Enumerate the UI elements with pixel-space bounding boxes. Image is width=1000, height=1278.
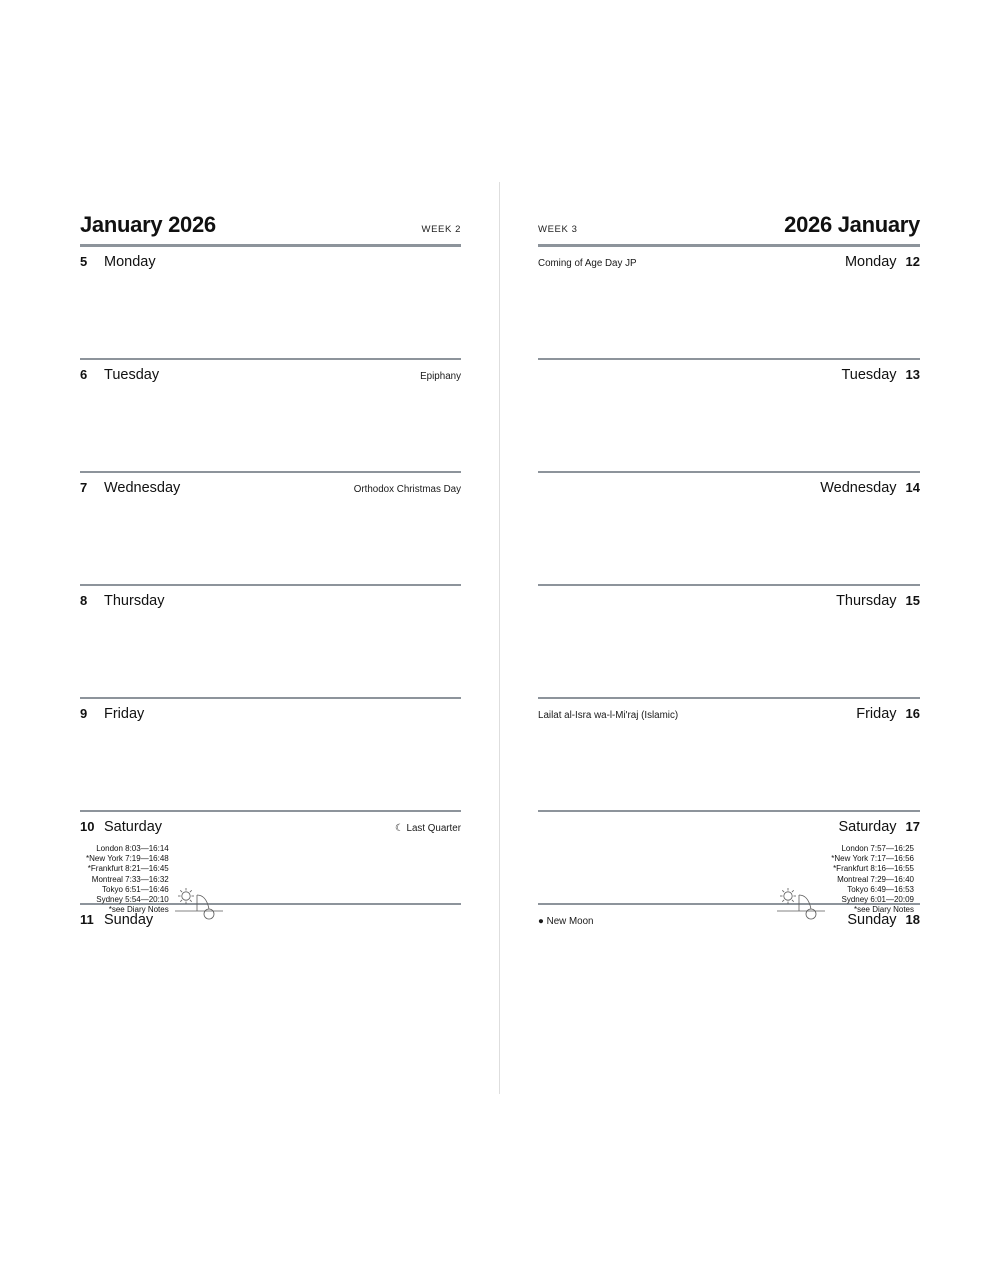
- day-writing-area[interactable]: [538, 276, 920, 358]
- day-writing-area[interactable]: [538, 615, 920, 697]
- day-entry[interactable]: [80, 360, 461, 473]
- day-number: 9: [80, 706, 88, 721]
- right-page: [500, 182, 950, 1094]
- day-entry[interactable]: [538, 699, 920, 812]
- left-page-header: [80, 212, 461, 242]
- day-note: Epiphany: [420, 371, 461, 382]
- day-entry[interactable]: [80, 247, 461, 360]
- day-entry[interactable]: [80, 586, 461, 699]
- week-number-label: WEEK 2: [421, 224, 461, 235]
- day-number: 10: [80, 819, 95, 834]
- day-writing-area[interactable]: [80, 389, 461, 471]
- moon-phase-note: ☾ Last Quarter: [395, 823, 461, 834]
- day-note: Orthodox Christmas Day: [353, 484, 461, 495]
- day-number: 8: [80, 593, 88, 608]
- day-name: Friday: [104, 706, 145, 722]
- day-number: 12: [905, 254, 920, 269]
- day-note: Coming of Age Day JP: [538, 258, 637, 269]
- sunrise-sunset-block: [80, 841, 461, 915]
- day-entry[interactable]: [538, 473, 920, 586]
- day-writing-area[interactable]: [538, 934, 920, 1016]
- day-number: 13: [905, 367, 920, 382]
- suntime-line: Sydney 6:01—20:09: [841, 895, 914, 905]
- day-writing-area[interactable]: [80, 728, 461, 810]
- day-name: Wednesday: [104, 480, 181, 496]
- day-name: Thursday: [836, 593, 897, 609]
- day-entry[interactable]: [80, 905, 461, 1016]
- day-name: Sunday: [104, 912, 154, 928]
- day-name: Friday: [856, 706, 897, 722]
- page-title: 2026 January: [784, 212, 920, 237]
- suntime-line: Sydney 5:54—20:10: [96, 895, 169, 905]
- day-entry[interactable]: [538, 586, 920, 699]
- day-writing-area[interactable]: [80, 615, 461, 697]
- suntime-line: London 8:03—16:14: [96, 844, 169, 853]
- suntime-footnote: *see Diary Notes: [108, 905, 169, 915]
- suntime-line: Montreal 7:29—16:40: [837, 874, 914, 884]
- day-entry[interactable]: [538, 812, 920, 915]
- day-number: 18: [905, 912, 920, 927]
- week-number-label: WEEK 3: [538, 224, 578, 235]
- day-entry[interactable]: [80, 812, 461, 915]
- day-number: 16: [905, 706, 920, 721]
- day-name: Tuesday: [104, 367, 160, 383]
- moon-phase-note: ● New Moon: [538, 916, 594, 927]
- day-writing-area[interactable]: [80, 276, 461, 358]
- day-entry[interactable]: [538, 905, 920, 1016]
- page-title: January 2026: [80, 212, 216, 237]
- day-name: Saturday: [104, 819, 163, 835]
- day-number: 7: [80, 480, 88, 495]
- suntime-line: *New York 7:17—16:56: [831, 854, 914, 864]
- day-number: 5: [80, 254, 88, 269]
- suntime-line: *New York 7:19—16:48: [86, 854, 169, 864]
- day-note: Lailat al-Isra wa-l-Mi'raj (Islamic): [538, 710, 679, 721]
- suntime-line: Tokyo 6:49—16:53: [847, 884, 914, 894]
- day-number: 14: [905, 480, 920, 495]
- day-name: Sunday: [847, 912, 897, 928]
- day-writing-area[interactable]: [80, 934, 461, 1016]
- day-name: Saturday: [838, 819, 897, 835]
- right-page-header: [538, 212, 920, 242]
- day-entry[interactable]: [538, 360, 920, 473]
- day-number: 11: [80, 912, 94, 927]
- left-page: [50, 182, 500, 1094]
- suntime-line: London 7:57—16:25: [841, 844, 914, 853]
- day-number: 6: [80, 367, 88, 382]
- day-name: Tuesday: [841, 367, 897, 383]
- suntime-line: Tokyo 6:51—16:46: [102, 884, 169, 894]
- day-number: 15: [905, 593, 920, 608]
- day-entry[interactable]: [80, 473, 461, 586]
- suntime-line: Montreal 7:33—16:32: [91, 874, 169, 884]
- suntime-footnote: *see Diary Notes: [853, 905, 914, 915]
- day-writing-area[interactable]: [80, 502, 461, 584]
- day-name: Thursday: [104, 593, 165, 609]
- day-name: Monday: [844, 254, 897, 270]
- suntime-line: *Frankfurt 8:21—16:45: [87, 864, 169, 874]
- day-writing-area[interactable]: [538, 728, 920, 810]
- day-entry[interactable]: [80, 699, 461, 812]
- day-name: Wednesday: [820, 480, 897, 496]
- suntime-line: *Frankfurt 8:16—16:55: [833, 864, 914, 874]
- day-writing-area[interactable]: [538, 389, 920, 471]
- diary-spread: [50, 182, 950, 1094]
- day-name: Monday: [104, 254, 156, 270]
- day-entry[interactable]: [538, 247, 920, 360]
- day-writing-area[interactable]: [538, 502, 920, 584]
- day-number: 17: [905, 819, 920, 834]
- sunrise-sunset-block: [538, 841, 920, 915]
